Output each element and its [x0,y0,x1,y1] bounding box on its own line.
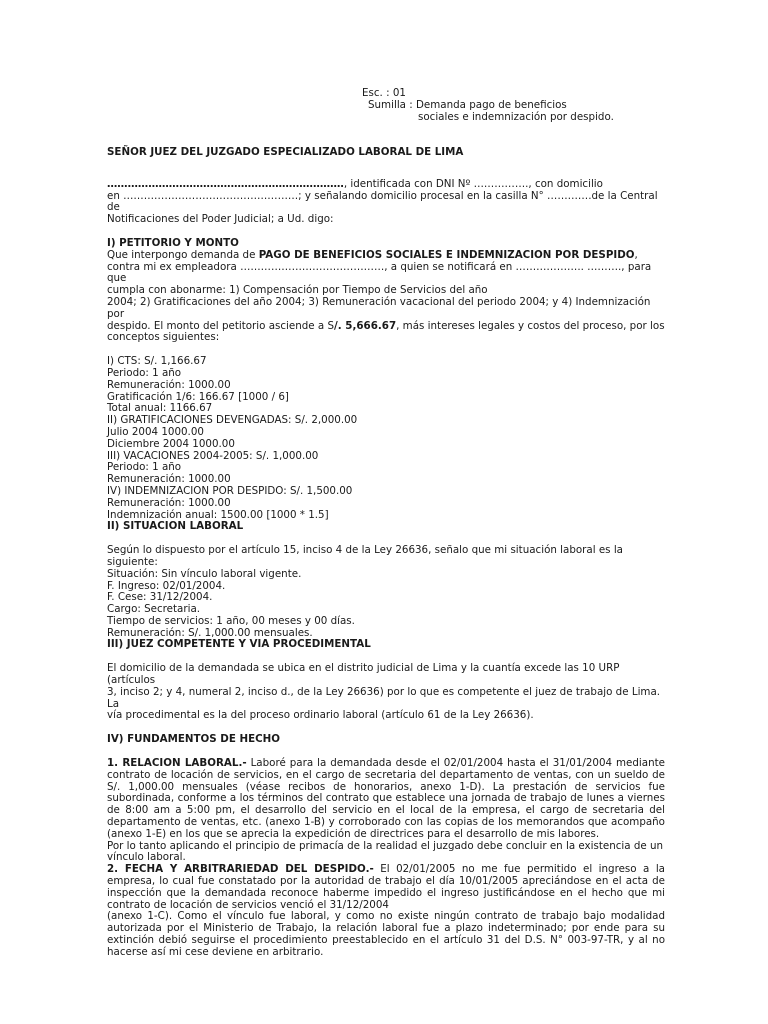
summary-line-2: sociales e indemnización por despido. [418,111,614,123]
petitorio-amount-text-a: despido. El monto del petitorio asciende a S [107,319,335,332]
petitorio-line-2: contra mi ex empleadora ……………………………………, a quien se notificará en ……………….. ………., para que [107,260,652,285]
petitorio-line-4: 2004; 2) Gratificaciones del año 2004; 3) Remuneración vacacional del periodo 2004; y 4) Indemnización por [107,295,651,320]
situacion-item: Tiempo de servicios: 1 año, 00 meses y 00 días. [107,614,355,627]
petitorio-text-a: Que interpongo demanda de [107,248,259,261]
situacion-line-1: Según lo dispuesto por el artículo 15, inciso 4 de la Ley 26636, señalo que mi situación laboral es la [107,544,623,557]
situacion-item: Remuneración: S/. 1,000.00 mensuales. [107,626,313,639]
fundamento-2-title: 2. FECHA Y ARBITRARIEDAD DEL DESPIDO.- [107,863,374,876]
fundamentos-heading: IV) FUNDAMENTOS DE HECHO [107,733,281,746]
competencia-line-2: 3, inciso 2; y 4, numeral 2, inciso d., de la Ley 26636) por lo que es competente el juez de trabajo de Lima. La [107,685,661,710]
situacion-item: F. Ingreso: 02/01/2004. [107,579,226,592]
petitorio-amount: /. 5,666.67 [334,319,397,332]
petitorio-line-3: cumpla con abonarme: 1) Compensación por Tiempo de Servicios del año [107,284,488,297]
fundamento-1-text: Laboré para la demandada desde el 02/01/2004 hasta el 31/01/2004 mediante contrato de locación de servicios, en el cargo de secretaria del departamento de ventas, con un sueldo de S/. 1,000.00 mensuales (véase recibos de honorarios, anexo 1-D). La prestación de servicios fue subordinada, conforme a los términos del contrato que establece una jornada de trabajo de lunes a viernes de 8:00 am a 5:00 pm, el desarrollo del servicio en el local de la empresa, el cargo de secretaria del departamento de ventas, etc. (anexo 1-B) y corroborado con las copias de los memorandos que acompaño (anexo 1-E) en los que se aprecia la expedición de directrices para el desarrollo de mis labores. [107,757,665,840]
amount-line: Indemnización anual: 1500.00 [1000 * 1.5] [107,508,329,521]
intro-line-1-text: , identificada con DNI Nº ……………., con domicilio [343,177,603,190]
fundamento-1-conclusion: Por lo tanto aplicando el principio de primacía de la realidad el juzgado debe concluir en la existencia de un vínculo laboral. [107,839,664,864]
petitorio-text-b: , [634,248,638,261]
situacion-line-2: siguiente: [107,555,158,568]
amount-line: II) GRATIFICACIONES DEVENGADAS: S/. 2,000.00 [107,414,358,427]
fundamento-2 [107,864,665,911]
amount-line: IV) INDEMNIZACION POR DESPIDO: S/. 1,500.00 [107,484,353,497]
intro-line-1 [107,179,665,191]
amount-line: Total anual: 1166.67 [107,402,213,415]
fundamento-2-text: El 02/01/2005 no me fue permitido el ingreso a la empresa, lo cual fue constatado por la autoridad de trabajo el día 10/01/2005 apreciándose en el acta de inspección que la demandada reconoce haberme impedido el ingreso justificándose en el hecho que mi contrato de locación de servicios venció el 31/12/2004 [107,863,665,911]
petitorio-amount-text-b: , más intereses legales y costos del proceso, por los [396,319,665,332]
situacion-item: Cargo: Secretaria. [107,603,201,616]
amount-line: Diciembre 2004 1000.00 [107,437,235,450]
competencia-heading: III) JUEZ COMPETENTE Y VIA PROCEDIMENTAL [107,638,371,651]
plaintiff-name-blank: …………………………………………………………… [107,177,344,190]
fundamento-1-title: 1. RELACION LABORAL.- [107,757,247,770]
case-number: Esc. : 01 [362,87,406,99]
intro-line-3: Notificaciones del Poder Judicial; a Ud. digo: [107,213,334,226]
amount-line: Gratificación 1/6: 166.67 [1000 / 6] [107,390,289,403]
petitorio-heading: I) PETITORIO Y MONTO [107,236,239,249]
amount-line: I) CTS: S/. 1,166.67 [107,355,207,368]
amount-line: III) VACACIONES 2004-2005: S/. 1,000.00 [107,449,319,462]
competencia-line-3: vía procedimental es la del proceso ordinario laboral (artículo 61 de la Ley 26636). [107,709,534,722]
addressee: SEÑOR JUEZ DEL JUZGADO ESPECIALIZADO LABORAL DE LIMA [107,146,464,158]
amount-line: Periodo: 1 año [107,461,182,474]
fundamento-1 [107,758,665,841]
amount-line: Periodo: 1 año [107,366,182,379]
petitorio-claim: PAGO DE BENEFICIOS SOCIALES E INDEMNIZACION POR DESPIDO [258,248,635,261]
petitorio-line-1 [107,250,665,262]
amount-line: Remuneración: 1000.00 [107,378,231,391]
competencia-line-1: El domicilio de la demandada se ubica en el distrito judicial de Lima y la cuantía excede las 10 URP (artículos [107,662,620,687]
fundamento-2-continuation: (anexo 1-C). Como el vínculo fue laboral, y como no existe ningún contrato de trabajo bajo modalidad autorizada por el Ministerio de Trabajo, la relación laboral fue a plazo indeterminado; por ende para su extinción debió seguirse el procedimiento preestablecido en el artículo 31 del D.S. N° 003-97-TR, y al no hacerse así mi cese deviene en arbitrario. [107,910,665,958]
amount-line: Julio 2004 1000.00 [107,425,204,438]
summary-line-1: Sumilla : Demanda pago de beneficios [368,99,567,111]
situacion-item: F. Cese: 31/12/2004. [107,591,213,604]
situacion-item: Situación: Sin vínculo laboral vigente. [107,567,302,580]
document-body [107,147,665,959]
amounts-list [107,356,665,521]
situacion-heading: II) SITUACION LABORAL [107,520,244,533]
intro-line-2: en ……………………………………………; y señalando domicilio procesal en la casilla N° ………….de la Central de [107,189,658,214]
petitorio-line-6: conceptos siguientes: [107,331,220,344]
amount-line: Remuneración: 1000.00 [107,496,231,509]
amount-line: Remuneración: 1000.00 [107,473,231,486]
